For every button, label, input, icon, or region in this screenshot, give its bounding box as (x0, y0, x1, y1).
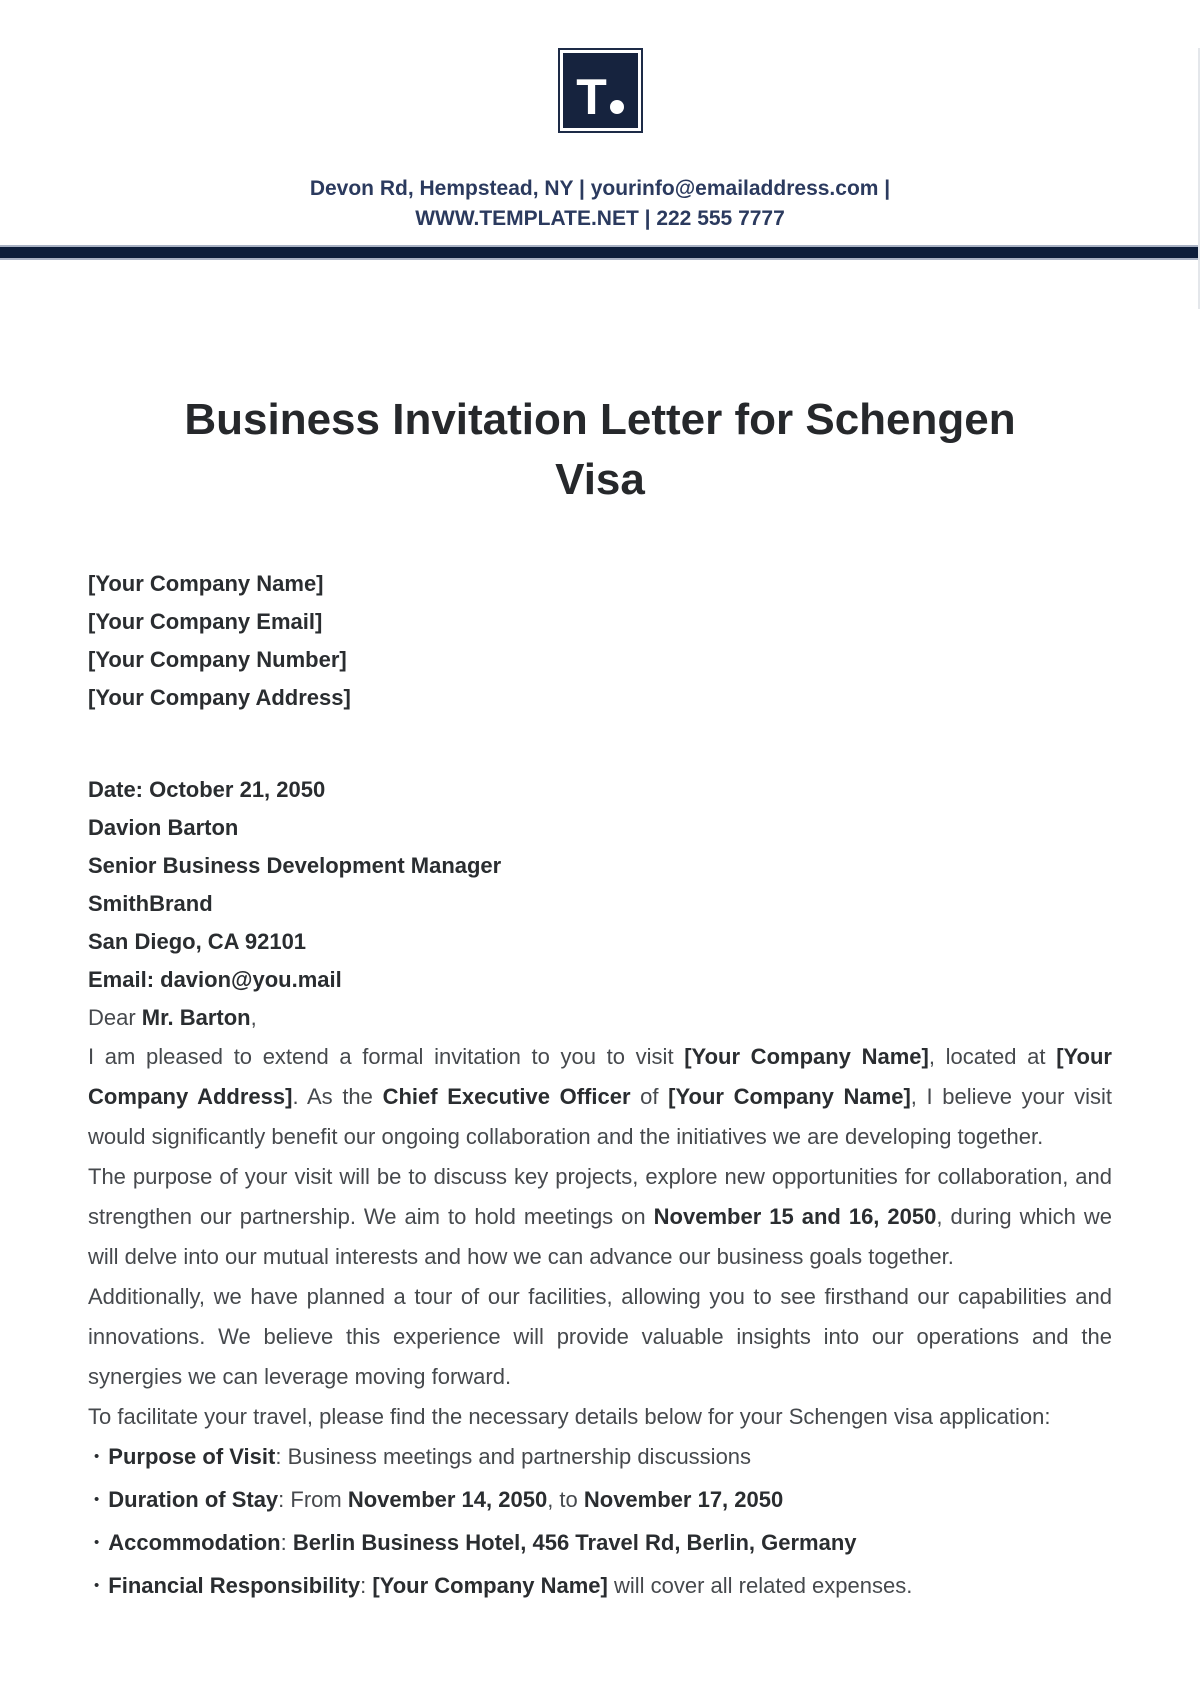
document-title: Business Invitation Letter for Schengen Visa (184, 395, 1016, 504)
company-number-placeholder: [Your Company Number] (88, 647, 347, 672)
recipient-email: Email: davion@you.mail (88, 967, 342, 992)
recipient-name: Davion Barton (88, 815, 239, 840)
bullet-icon: • (94, 1491, 100, 1508)
paragraph-purpose: The purpose of your visit will be to discuss key projects, explore new opportunities for collaboration, and strengthen our partnership. We aim to hold meetings on November 15 and 16, 2050, during which we will delve into our mutual interests and how we can advance our business goals together. (88, 1164, 1112, 1269)
company-address-placeholder: [Your Company Address] (88, 685, 351, 710)
bullet-icon: • (94, 1577, 100, 1594)
paragraph-invitation: I am pleased to extend a formal invitation to you to visit [Your Company Name], located at [Your Company Address]. As the Chief Executive Officer of [Your Company Name], I believe your visit would significantly benefit our ongoing collaboration and the initiatives we are developing together. (88, 1044, 1113, 1149)
salutation: Dear Mr. Barton, (88, 1005, 257, 1030)
company-info-block (88, 565, 1112, 717)
company-email-placeholder: [Your Company Email] (88, 609, 323, 634)
paragraph-travel-details: To facilitate your travel, please find the necessary details below for your Schengen visa application: (88, 1404, 1051, 1429)
recipient-info-block (88, 771, 1112, 999)
contact-line-2: WWW.TEMPLATE.NET | 222 555 7777 (415, 207, 785, 230)
recipient-title: Senior Business Development Manager (88, 853, 502, 878)
logo-letter: T (576, 69, 606, 125)
contact-info (0, 174, 1200, 234)
letter-date: Date: October 21, 2050 (88, 777, 326, 802)
template-logo (558, 48, 643, 133)
list-item-text: Duration of Stay: From November 14, 2050, to November 17, 2050 (108, 1487, 784, 1512)
list-item-text: Purpose of Visit: Business meetings and partnership discussions (108, 1444, 752, 1469)
bullet-icon: • (94, 1534, 100, 1551)
list-item-text: Accommodation: Berlin Business Hotel, 456 Travel Rd, Berlin, Germany (108, 1530, 857, 1555)
visa-details-list (88, 1437, 1112, 1609)
logo-square (563, 53, 638, 128)
recipient-city: San Diego, CA 92101 (88, 929, 307, 954)
logo-dot-icon (610, 100, 624, 114)
paragraph-facilities-tour: Additionally, we have planned a tour of our facilities, allowing you to see firsthand our capabilities and innovations. We believe this experience will provide valuable insights into our operations and the synergies we can leverage moving forward. (88, 1284, 1112, 1389)
list-item-accommodation (88, 1523, 1112, 1566)
contact-line-1: Devon Rd, Hempstead, NY | yourinfo@emailaddress.com | (309, 177, 891, 200)
recipient-company: SmithBrand (88, 891, 213, 916)
bullet-icon: • (94, 1448, 100, 1465)
list-item-duration-of-stay (88, 1480, 1112, 1523)
list-item-text: Financial Responsibility: [Your Company Name] will cover all related expenses. (108, 1573, 913, 1598)
company-name-placeholder: [Your Company Name] (88, 571, 324, 596)
list-item-purpose-of-visit (88, 1437, 1112, 1480)
divider-bar (0, 245, 1200, 260)
letterhead (0, 48, 1200, 234)
list-item-financial-responsibility (88, 1566, 1112, 1609)
letter-body (0, 565, 1200, 1609)
